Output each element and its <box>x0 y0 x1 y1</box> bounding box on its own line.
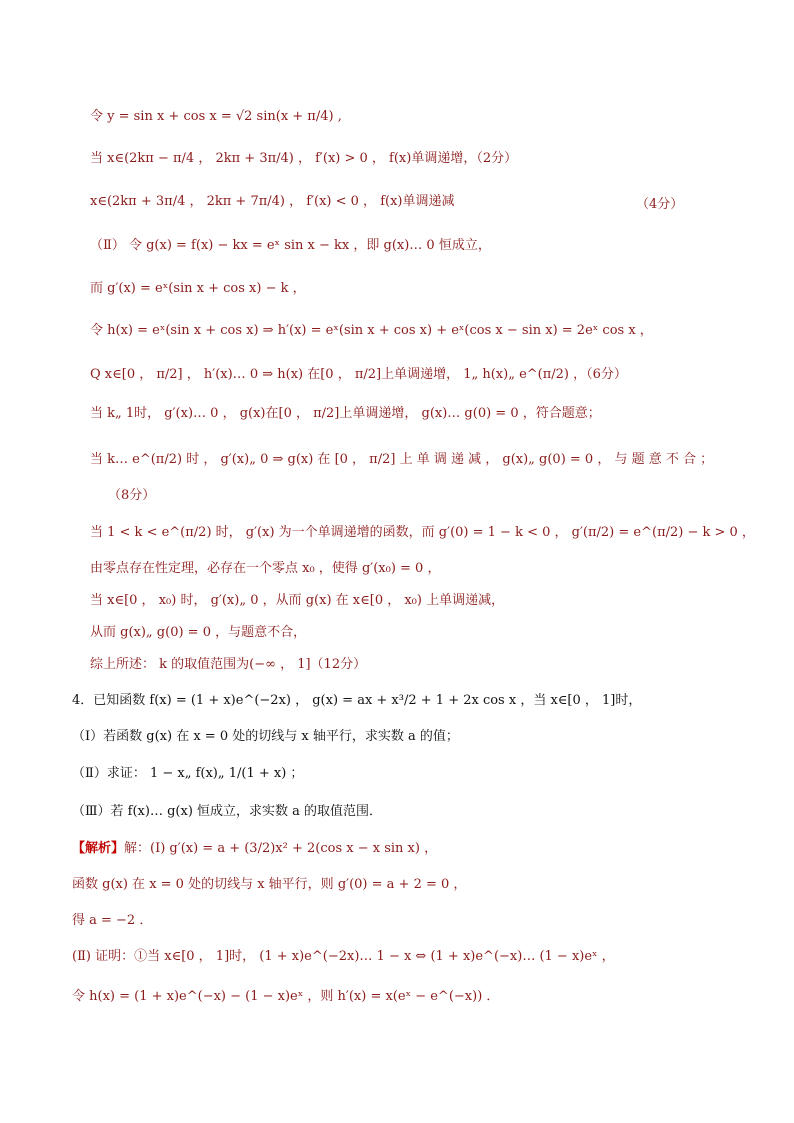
solution-text: 解：(Ⅰ) g′(x) = a + (3/2)x² + 2(cos x − x sin x) ， <box>124 841 438 856</box>
analysis-tag: 【解析】 <box>72 841 125 856</box>
text-line: x∈(2kπ + 3π/4 ， 2kπ + 7π/4) ， f′(x) < 0 ， f(x)单调递减 <box>90 194 455 209</box>
text-line: 而 g′(x) = eˣ(sin x + cos x) − k ， <box>90 281 306 296</box>
text-line: 综上所述： k 的取值范围为(−∞ ， 1]（12分） <box>90 657 367 672</box>
problem-statement: 4．已知函数 f(x) = (1 + x)e^(−2x) ， g(x) = ax + x³/2 + 1 + 2x cos x ，当 x∈[0 ， 1]时， <box>72 693 642 708</box>
text-line: Q x∈[0 ， π/2] ， h′(x)… 0 ⇒ h(x) 在[0 ， π/2]上单调递增， 1„ h(x)„ e^(π/2) ，（6分） <box>90 367 627 382</box>
text-line: 当 1 < k < e^(π/2) 时， g′(x) 为一个单调递增的函数，而 g′(0) = 1 − k < 0 ， g′(π/2) = e^(π/2) − k > 0 ， <box>90 525 755 540</box>
text-line: (Ⅱ) 证明：①当 x∈[0 ， 1]时， (1 + x)e^(−2x)… 1 − x ⇔ (1 + x)e^(−x)… (1 − x)eˣ ， <box>72 949 615 964</box>
text-line: 从而 g(x)„ g(0) = 0 ，与题意不合， <box>90 625 307 640</box>
text-line: 当 x∈(2kπ − π/4 ， 2kπ + 3π/4) ， f′(x) > 0 ， f(x)单调递增，（2分） <box>90 151 518 166</box>
text-line: 令 h(x) = (1 + x)e^(−x) − (1 − x)eˣ ，则 h′(x) = x(eˣ − e^(−x)) ． <box>72 989 500 1004</box>
text-line: 令 y = sin x + cos x = √2 sin(x + π/4) , <box>90 109 342 124</box>
text-line: 当 k… e^(π/2) 时 ， g′(x)„ 0 ⇒ g(x) 在 [0 ， π/2] 上 单 调 递 减 ， g(x)„ g(0) = 0 ， 与 题 意 不 合 ； <box>90 452 714 467</box>
text-line: 函数 g(x) 在 x = 0 处的切线与 x 轴平行，则 g′(0) = a + 2 = 0 ， <box>72 877 467 892</box>
text-line: （8分） <box>108 488 156 503</box>
text-line: 令 h(x) = eˣ(sin x + cos x) ⇒ h′(x) = eˣ(sin x + cos x) + eˣ(cos x − sin x) = 2eˣ cos x ， <box>90 323 653 338</box>
problem-part: （Ⅰ）若函数 g(x) 在 x = 0 处的切线与 x 轴平行，求实数 a 的值； <box>72 729 459 744</box>
text-line: （Ⅱ） 令 g(x) = f(x) − kx = eˣ sin x − kx ，即 g(x)… 0 恒成立， <box>90 238 491 253</box>
text-line: 由零点存在性定理，必存在一个零点 x₀ ，使得 g′(x₀) = 0 ， <box>90 561 441 576</box>
solution-line <box>72 840 437 858</box>
problem-part: （Ⅱ）求证： 1 − x„ f(x)„ 1/(1 + x) ； <box>72 766 304 781</box>
problem-part: （Ⅲ）若 f(x)… g(x) 恒成立，求实数 a 的取值范围． <box>72 804 383 819</box>
text-line: 当 k„ 1时， g′(x)… 0 ， g(x)在[0 ， π/2]上单调递增， g(x)… g(0) = 0 ，符合题意； <box>90 406 601 421</box>
score-note: （4分） <box>636 197 684 212</box>
text-line: 得 a = −2 ． <box>72 913 153 928</box>
text-line: 当 x∈[0 ， x₀) 时， g′(x)„ 0 ，从而 g(x) 在 x∈[0 ， x₀) 上单调递减， <box>90 593 505 608</box>
